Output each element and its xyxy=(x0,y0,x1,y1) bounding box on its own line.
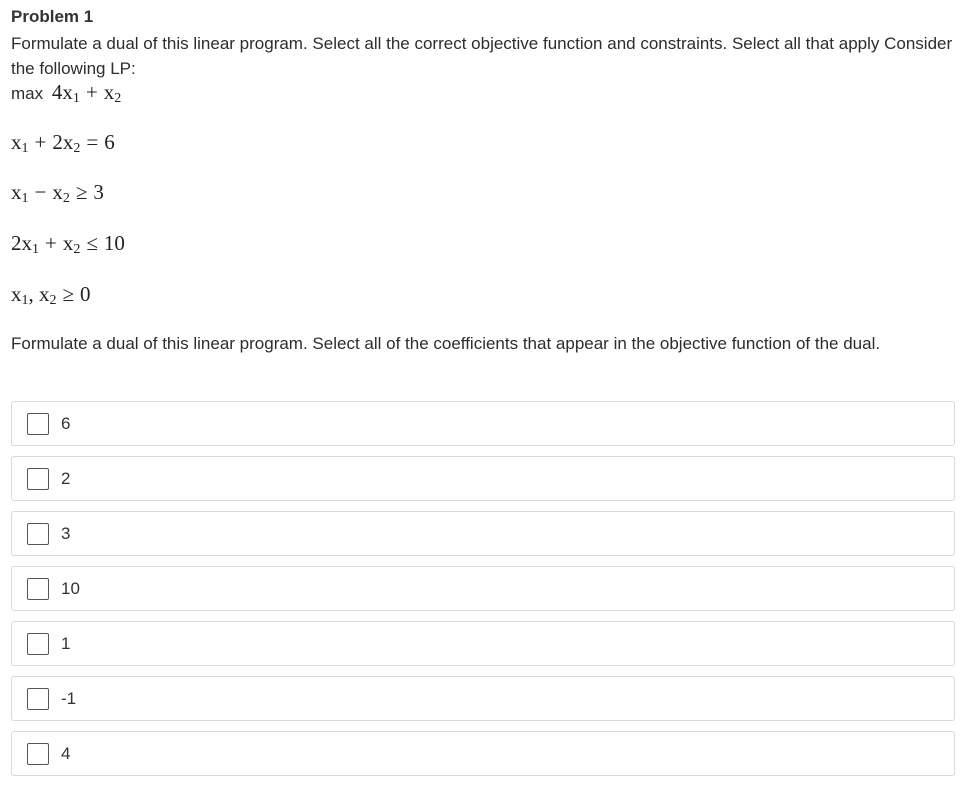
checkbox[interactable] xyxy=(27,578,49,600)
constraint-rhs: 0 xyxy=(80,282,91,306)
answer-option[interactable] xyxy=(11,566,955,611)
answer-option[interactable] xyxy=(11,621,955,666)
constraint-rhs: 3 xyxy=(93,180,104,204)
problem-prompt: Formulate a dual of this linear program. Select all the correct objective function and constraints. Select all that apply Consider the following LP: xyxy=(11,34,953,78)
constraint-separator: , xyxy=(28,282,34,306)
constraint-subscript: 1 xyxy=(32,242,39,257)
lp-constraint-1 xyxy=(11,129,115,155)
constraint-operator: − xyxy=(34,180,47,204)
problem-title: Problem 1 xyxy=(11,7,94,26)
objective-term: x xyxy=(103,80,115,104)
constraint-subscript: 1 xyxy=(21,293,29,308)
constraint-relation: = xyxy=(86,130,99,154)
option-label: 1 xyxy=(61,633,71,653)
constraint-term: x xyxy=(39,282,50,306)
objective-operator: + xyxy=(85,80,98,104)
constraint-operator: + xyxy=(34,130,47,154)
objective-expression xyxy=(52,80,121,104)
constraint-term: x xyxy=(52,180,63,204)
constraint-term: x xyxy=(11,282,22,306)
checkbox[interactable] xyxy=(27,413,49,435)
answer-option[interactable] xyxy=(11,456,955,501)
constraint-term: 2x xyxy=(52,130,74,154)
objective-keyword: max xyxy=(11,84,44,103)
answer-options xyxy=(11,401,955,786)
constraint-operator: + xyxy=(45,231,57,255)
option-label: -1 xyxy=(61,688,77,708)
option-label: 6 xyxy=(61,413,71,433)
objective-subscript: 2 xyxy=(114,91,122,106)
lp-constraint-2 xyxy=(11,179,104,205)
answer-option[interactable] xyxy=(11,511,955,556)
lp-objective xyxy=(11,80,121,106)
constraint-term: 2x xyxy=(11,231,32,255)
constraint-relation: ≥ xyxy=(75,180,88,204)
checkbox[interactable] xyxy=(27,523,49,545)
constraint-term: x xyxy=(62,231,74,255)
checkbox[interactable] xyxy=(27,633,49,655)
answer-option[interactable] xyxy=(11,676,955,721)
constraint-subscript: 2 xyxy=(49,293,57,308)
lp-constraint-3 xyxy=(11,230,125,256)
constraint-term: x xyxy=(11,130,22,154)
checkbox[interactable] xyxy=(27,468,49,490)
constraint-subscript: 2 xyxy=(73,141,81,156)
constraint-subscript: 2 xyxy=(62,191,70,206)
checkbox[interactable] xyxy=(27,743,49,765)
answer-option[interactable] xyxy=(11,401,955,446)
constraint-rhs: 6 xyxy=(104,130,115,154)
constraint-relation: ≤ xyxy=(86,231,98,255)
question-text: Formulate a dual of this linear program. Select all of the coefficients that appear in the objective function of the dual. xyxy=(11,334,881,353)
constraint-rhs: 10 xyxy=(103,231,125,255)
constraint-subscript: 1 xyxy=(21,191,29,206)
option-label: 3 xyxy=(61,523,71,543)
option-label: 10 xyxy=(61,578,80,598)
answer-option[interactable] xyxy=(11,731,955,776)
constraint-subscript: 2 xyxy=(73,242,81,257)
objective-term: 4x xyxy=(51,80,73,104)
objective-subscript: 1 xyxy=(72,91,80,106)
lp-constraint-nonnegativity xyxy=(11,281,91,307)
constraint-relation: ≥ xyxy=(62,282,75,306)
constraint-term: x xyxy=(11,180,22,204)
checkbox[interactable] xyxy=(27,688,49,710)
constraint-subscript: 1 xyxy=(21,141,29,156)
option-label: 4 xyxy=(61,743,71,763)
option-label: 2 xyxy=(61,468,71,488)
